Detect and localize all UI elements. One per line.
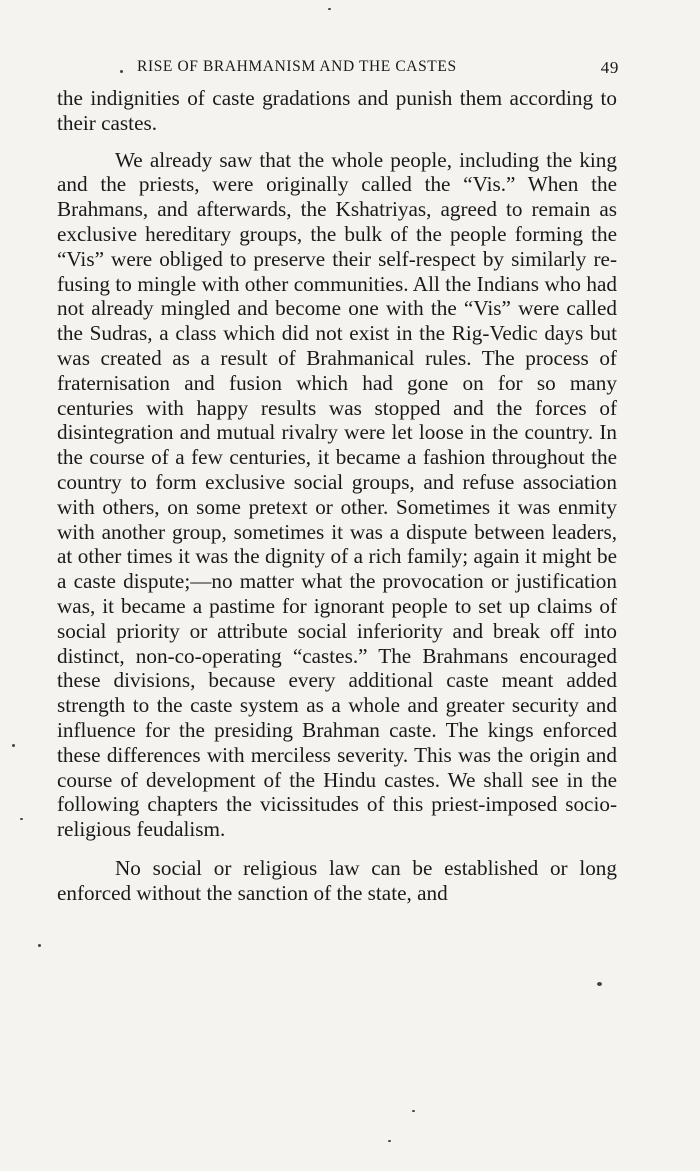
paragraph-origin-of-castes: We already saw that the whole people, including the king and the priests, were originally called the “Vis.” When the Brahmans, and afterwards, the Kshatriyas, agreed to remain as exclusive hereditary groups, the bulk of the people forming the “Vis” were obliged to preserve their self-respect by similarly refusing to mingle with other communities. All the Indians who had not already mingled and become one with the “Vis” were called the Sudras, a class which did not exist in the Rig-Vedic days but was created as a result of Brahmanical rules. The process of fraternisation and fusion which had gone on for so many centuries with happy results was stopped and the forces of disintegration and mutual rivalry were let loose in the country. In the course of a few centuries, it became a fashion throughout the country to form exclusive social groups, and refuse association with others, on some pretext or other. Sometimes it was enmity with another group, sometimes it was a dispute between leaders, at other times it was the dignity of a rich family; again it might be a caste dispute;—no matter what the provocation or justification was, it became a pastime for ignorant people to set up claims of social priority or attribute social inferiority and break off into distinct, non-co-operating “castes.” The Brahmans encouraged these divisions, because every additional caste meant added strength to the caste system as a whole and greater security and influence for the presiding Brahman caste. The kings enforced these differences with merciless severity. This was the origin and course of development of the Hindu castes. We shall see in the following chapters the vicissitudes of this priest-imposed socio-religious feudalism. bbox=[57, 147, 617, 842]
running-head bbox=[57, 52, 617, 86]
scan-speck bbox=[412, 1110, 415, 1112]
scan-speck bbox=[597, 982, 602, 986]
scan-speck bbox=[12, 744, 15, 747]
running-head-title: RISE OF BRAHMANISM AND THE CASTES bbox=[137, 58, 457, 75]
scan-speck bbox=[120, 70, 123, 73]
scan-speck bbox=[38, 944, 41, 947]
scan-speck bbox=[20, 818, 23, 820]
book-page bbox=[57, 52, 617, 906]
scan-speck bbox=[328, 8, 331, 10]
paragraph-state-sanction: No social or religious law can be established or long enforced without the sanction of the state, and bbox=[57, 855, 617, 905]
scan-speck bbox=[388, 1140, 391, 1142]
paragraph-continued: the indignities of caste gradations and punish them according to their castes. bbox=[57, 86, 617, 135]
page-number: 49 bbox=[600, 58, 619, 77]
